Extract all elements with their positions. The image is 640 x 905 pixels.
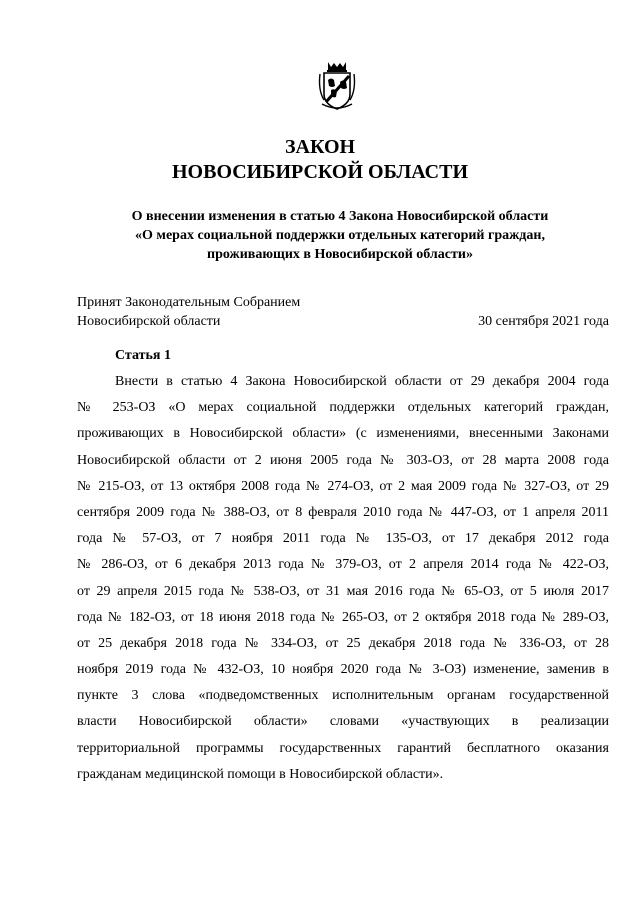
- article-line: гражданам медицинской помощи в Новосибирской области».: [77, 766, 444, 782]
- law-region-title: НОВОСИБИРСКОЙ ОБЛАСТИ: [171, 161, 469, 183]
- law-subject-line-2: «О мерах социальной поддержки отдельных категорий граждан,: [135, 228, 545, 243]
- adoption-date: 30 сентября 2021 года: [478, 314, 609, 329]
- article-line: года № 182-ОЗ, от 18 июня 2018 года № 265-ОЗ, от 2 октября 2018 года № 289-ОЗ,: [77, 609, 609, 625]
- article-line: от 25 декабря 2018 года № 334-ОЗ, от 25 декабря 2018 года № 336-ОЗ, от 28: [77, 635, 609, 651]
- article-line: № 286-ОЗ, от 6 декабря 2013 года № 379-ОЗ, от 2 апреля 2014 года № 422-ОЗ,: [77, 557, 609, 573]
- law-subject-line-3: проживающих в Новосибирской области»: [207, 247, 473, 262]
- adopted-by-line-1: Принят Законодательным Собранием: [77, 295, 301, 310]
- article-line: сентября 2009 года № 388-ОЗ, от 8 февраля 2010 года № 447-ОЗ, от 1 апреля 2011: [77, 504, 609, 520]
- adopted-by-line-2: Новосибирской области: [77, 314, 221, 329]
- article-heading: Статья 1: [115, 348, 171, 363]
- article-line: территориальной программы государственных гарантий бесплатного оказания: [77, 740, 609, 756]
- article-line: года № 57-ОЗ, от 7 ноября 2011 года № 135-ОЗ, от 17 декабря 2012 года: [77, 531, 609, 547]
- article-line: ноября 2019 года № 432-ОЗ, 10 ноября 2020 года № 3-ОЗ) изменение, заменив в: [77, 662, 609, 678]
- article-body: [77, 372, 609, 791]
- article-line: проживающих в Новосибирской области» (с изменениями, внесенными Законами: [77, 426, 609, 442]
- article-line: Внести в статью 4 Закона Новосибирской области от 29 декабря 2004 года: [115, 374, 609, 389]
- article-line: от 29 апреля 2015 года № 538-ОЗ, от 31 мая 2016 года № 65-ОЗ, от 5 июля 2017: [77, 583, 609, 599]
- law-subject-line-1: О внесении изменения в статью 4 Закона Новосибирской области: [131, 209, 549, 224]
- article-line: № 215-ОЗ, от 13 октября 2008 года № 274-ОЗ, от 2 мая 2009 года № 327-ОЗ, от 29: [77, 478, 609, 494]
- coat-of-arms-icon: [316, 60, 358, 112]
- article-line: Новосибирской области от 2 июня 2005 года № 303-ОЗ, от 28 марта 2008 года: [77, 452, 609, 468]
- article-line: № 253-ОЗ «О мерах социальной поддержки отдельных категорий граждан,: [77, 400, 609, 416]
- article-line: власти Новосибирской области» словами «участвующих в реализации: [77, 714, 609, 730]
- article-line: пункте 3 слова «подведомственных исполнительным органам государственной: [77, 688, 609, 704]
- law-title: ЗАКОН: [284, 136, 356, 158]
